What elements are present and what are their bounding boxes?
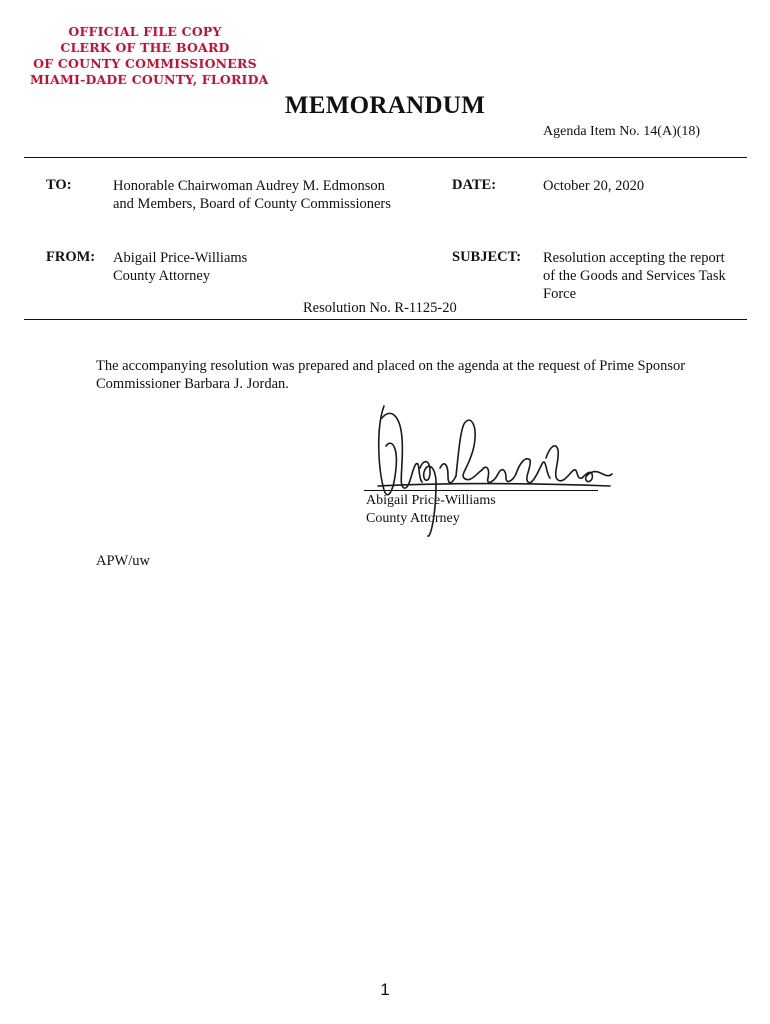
subject-line-1: Resolution accepting the report (543, 250, 725, 266)
stamp-line-2: CLERK OF THE BOARD (60, 40, 230, 55)
to-recipients (113, 177, 391, 213)
stamp-line-1: OFFICIAL FILE COPY (68, 24, 222, 39)
from-line-2: County Attorney (113, 268, 211, 284)
stamp-line-4: MIAMI-DADE COUNTY, FLORIDA (30, 72, 269, 87)
to-line-2: and Members, Board of County Commissioners (113, 196, 391, 212)
agenda-item-number: Agenda Item No. 14(A)(18) (543, 124, 701, 139)
handwritten-signature (360, 398, 620, 546)
stamp-line-3: OF COUNTY COMMISSIONERS (33, 56, 257, 71)
header-bottom-rule (24, 319, 747, 320)
header-top-rule (24, 157, 747, 158)
from-label: FROM: (46, 249, 96, 265)
subject-line-3: Force (543, 286, 577, 302)
to-label: TO: (46, 177, 72, 193)
memo-body (96, 357, 685, 393)
signatory-name: Abigail Price-Williams (366, 493, 496, 508)
body-line-1: The accompanying resolution was prepared and placed on the agenda at the request of Prime Sponsor (96, 358, 686, 374)
subject-line-2: of the Goods and Services Task (543, 268, 726, 284)
signatory-title: County Attorney (366, 511, 460, 526)
date-value: October 20, 2020 (543, 178, 645, 194)
official-file-copy-stamp (30, 24, 269, 88)
memo-title: MEMORANDUM (284, 92, 486, 119)
page-number: 1 (380, 980, 390, 999)
body-line-2: Commissioner Barbara J. Jordan. (96, 376, 289, 392)
typist-initials: APW/uw (96, 553, 150, 569)
from-sender (113, 249, 247, 285)
date-label: DATE: (452, 177, 497, 193)
to-line-1: Honorable Chairwoman Audrey M. Edmonson (113, 178, 385, 194)
subject-label: SUBJECT: (452, 249, 522, 265)
subject-value (543, 249, 726, 303)
resolution-number: Resolution No. R-1125-20 (303, 300, 457, 316)
from-line-1: Abigail Price-Williams (113, 250, 248, 266)
